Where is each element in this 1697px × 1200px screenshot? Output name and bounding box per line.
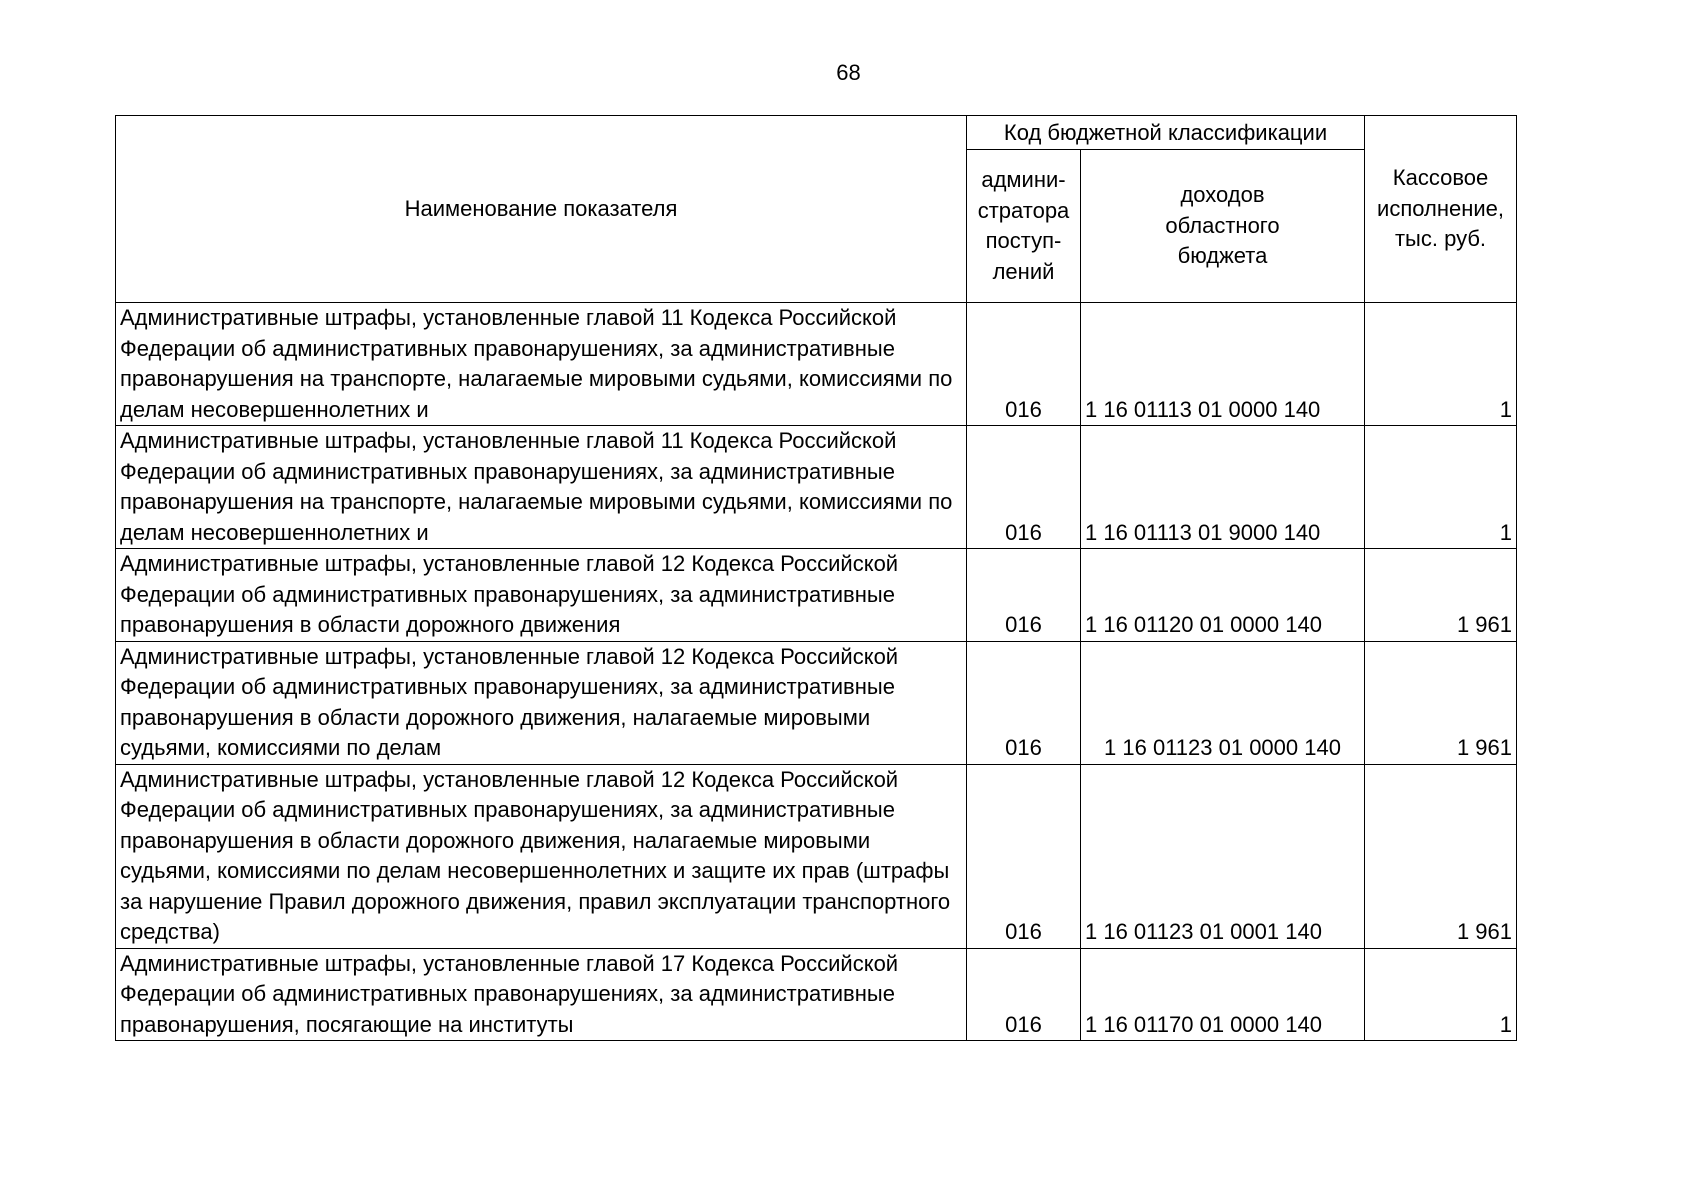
- row-amount: 1 961: [1365, 549, 1517, 642]
- table-row: [116, 426, 1517, 549]
- row-indicator-name: [116, 641, 967, 764]
- page-number: 68: [836, 60, 861, 85]
- row-amount: 1: [1365, 426, 1517, 549]
- row-amount: 1 961: [1365, 641, 1517, 764]
- header-cash-execution: Кассовое исполнение, тыс. руб.: [1365, 116, 1517, 303]
- row-admin-code: 016: [967, 303, 1081, 426]
- row-admin-code: 016: [967, 549, 1081, 642]
- row-kbk-code: 1 16 01170 01 0000 140: [1081, 948, 1365, 1041]
- row-indicator-name: [116, 303, 967, 426]
- header-revenue-administrator: админи- стратора поступ- лений: [967, 150, 1081, 303]
- table-row: [116, 764, 1517, 948]
- row-kbk-code: 1 16 01113 01 9000 140: [1081, 426, 1365, 549]
- header-regional-budget-revenue: доходов областного бюджета: [1081, 150, 1365, 303]
- row-indicator-text: Административные штрафы, установленные главой 17 Кодекса Российской Федерации об административных правонарушениях, за административные правонарушения, посягающие на институты: [120, 950, 899, 1037]
- row-amount: 1: [1365, 948, 1517, 1041]
- row-indicator-text: Административные штрафы, установленные главой 12 Кодекса Российской Федерации об административных правонарушениях, за административные правонарушения в области дорожного движения, налагаемые мировыми судьями, комиссиями по делам: [120, 643, 899, 760]
- row-kbk-code: 1 16 01120 01 0000 140: [1081, 549, 1365, 642]
- header-budget-classification-code: Код бюджетной классификации: [967, 116, 1365, 150]
- table-row: [116, 641, 1517, 764]
- header-indicator-name: Наименование показателя: [116, 116, 967, 303]
- row-admin-code: 016: [967, 948, 1081, 1041]
- table-row: [116, 549, 1517, 642]
- row-amount: 1: [1365, 303, 1517, 426]
- row-admin-code: 016: [967, 641, 1081, 764]
- row-admin-code: 016: [967, 764, 1081, 948]
- row-kbk-code: 1 16 01113 01 0000 140: [1081, 303, 1365, 426]
- table-row: [116, 948, 1517, 1041]
- row-indicator-text: Административные штрафы, установленные главой 11 Кодекса Российской Федерации об административных правонарушениях, за административные правонарушения на транспорте, налагаемые мировыми судьями, комиссиями по делам несовершеннолетних и: [120, 428, 953, 545]
- row-indicator-name: [116, 549, 967, 642]
- row-indicator-text: Административные штрафы, установленные главой 11 Кодекса Российской Федерации об административных правонарушениях, за административные правонарушения на транспорте, налагаемые мировыми судьями, комиссиями по делам несовершеннолетних и: [120, 305, 953, 422]
- row-amount: 1 961: [1365, 764, 1517, 948]
- row-indicator-name: [116, 948, 967, 1041]
- row-indicator-name: [116, 764, 967, 948]
- row-indicator-name: [116, 426, 967, 549]
- row-indicator-text: Административные штрафы, установленные главой 12 Кодекса Российской Федерации об административных правонарушениях, за административные правонарушения в области дорожного движения, налагаемые мировыми судьями, комиссиями по делам несовершеннолетних и защите их прав (штрафы за нарушение Правил дорожного движения, правил эксплуатации транспортного средства): [120, 766, 951, 944]
- row-kbk-code: 1 16 01123 01 0000 140: [1081, 641, 1365, 764]
- row-kbk-code: 1 16 01123 01 0001 140: [1081, 764, 1365, 948]
- budget-revenue-table: [115, 115, 1517, 1041]
- row-indicator-text: Административные штрафы, установленные главой 12 Кодекса Российской Федерации об административных правонарушениях, за административные правонарушения в области дорожного движения: [120, 551, 899, 637]
- row-admin-code: 016: [967, 426, 1081, 549]
- table-row: [116, 303, 1517, 426]
